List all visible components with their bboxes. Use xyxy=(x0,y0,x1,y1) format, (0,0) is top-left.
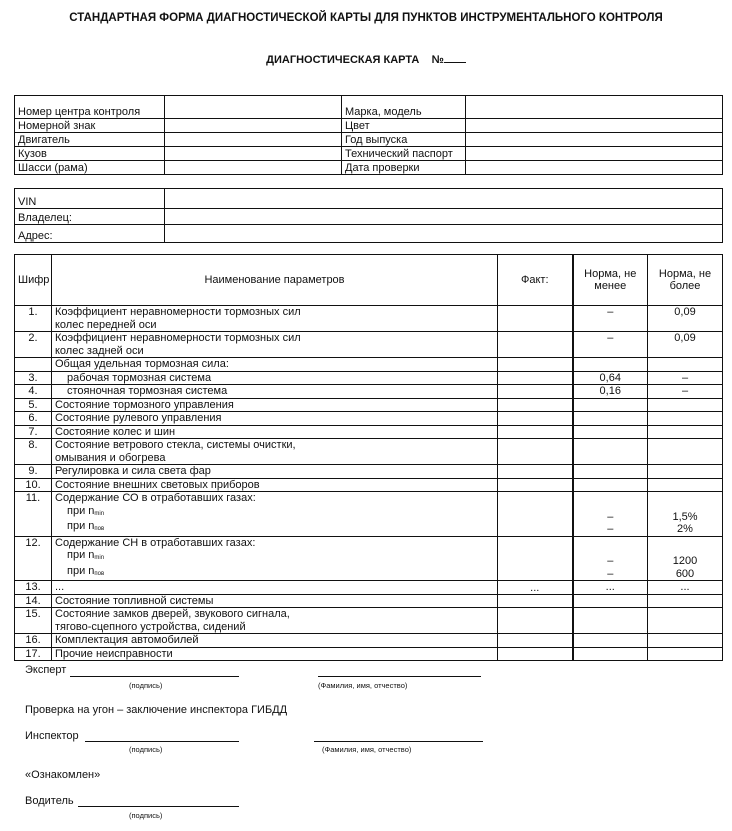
driver-signature-line[interactable] xyxy=(78,806,239,807)
row-sub-line xyxy=(55,549,494,565)
row-fact[interactable] xyxy=(498,358,573,372)
row-name-line: колес передней оси xyxy=(55,318,157,331)
table-row xyxy=(15,647,723,661)
info-left-label: Кузов xyxy=(15,147,165,161)
row-min xyxy=(573,398,648,412)
row-min xyxy=(573,439,648,465)
row-min: – xyxy=(573,306,648,332)
info-right-value[interactable] xyxy=(466,147,723,161)
row-max xyxy=(648,398,723,412)
info-row xyxy=(15,133,723,147)
header-max: Норма, не более xyxy=(648,255,723,306)
row-name xyxy=(52,358,498,372)
row-code: 7. xyxy=(15,425,52,439)
inspector-name-caption: (Фамилия, имя, отчество) xyxy=(322,745,412,754)
info-right-label: Марка, модель xyxy=(342,96,466,119)
info-left-label: Номер центра контроля xyxy=(15,96,165,119)
row-min: – xyxy=(573,332,648,358)
owner-field[interactable] xyxy=(165,209,723,225)
row-min xyxy=(573,465,648,479)
row-max xyxy=(648,465,723,479)
sub-prefix: при n xyxy=(67,520,95,532)
row-code: 15. xyxy=(15,608,52,634)
row-name xyxy=(52,634,498,648)
row-name-line: Общая удельная тормозная сила: xyxy=(55,358,229,370)
table-row xyxy=(15,594,723,608)
owner-table xyxy=(14,188,723,243)
sub-index: min xyxy=(94,555,105,561)
sub-index: пов xyxy=(94,526,105,532)
row-min xyxy=(573,608,648,634)
row-fact[interactable] xyxy=(498,536,573,581)
row-name xyxy=(52,398,498,412)
row-name xyxy=(52,371,498,385)
row-max xyxy=(648,358,723,372)
row-max xyxy=(648,594,723,608)
info-left-label: Двигатель xyxy=(15,133,165,147)
row-code: 14. xyxy=(15,594,52,608)
info-right-label: Цвет xyxy=(342,119,466,133)
info-right-label: Технический паспорт xyxy=(342,147,466,161)
row-min-value: – xyxy=(607,510,614,523)
header-code: Шифр xyxy=(15,255,52,306)
table-row xyxy=(15,306,723,332)
row-name xyxy=(52,647,498,661)
row-name xyxy=(52,412,498,426)
row-fact[interactable] xyxy=(498,594,573,608)
table-row xyxy=(15,581,723,595)
row-name xyxy=(52,478,498,492)
row-code: 12. xyxy=(15,536,52,581)
row-fact[interactable] xyxy=(498,306,573,332)
table-row xyxy=(15,385,723,399)
table-row xyxy=(15,412,723,426)
row-sub-line xyxy=(55,520,494,536)
row-max: ... xyxy=(648,581,723,595)
row-min xyxy=(573,358,648,372)
card-label: ДИАГНОСТИЧЕСКАЯ КАРТА xyxy=(266,54,420,66)
row-min xyxy=(573,594,648,608)
row-name-line: Состояние тормозного управления xyxy=(55,398,234,411)
row-fact[interactable] xyxy=(498,608,573,634)
info-right-label: Дата проверки xyxy=(342,161,466,175)
inspector-label: Инспектор xyxy=(25,730,79,742)
row-max xyxy=(648,425,723,439)
row-code xyxy=(15,358,52,372)
row-name xyxy=(52,439,498,465)
row-name-line: ... xyxy=(55,581,65,593)
expert-name-caption: (Фамилия, имя, отчество) xyxy=(318,681,408,690)
row-name xyxy=(52,306,498,332)
row-max: 0,09 xyxy=(648,306,723,332)
row-name-line: рабочая тормозная система xyxy=(67,371,212,384)
table-row xyxy=(15,332,723,358)
info-right-value[interactable] xyxy=(466,161,723,175)
sub-prefix: при n xyxy=(67,564,95,577)
row-min xyxy=(573,425,648,439)
inspector-signature-line[interactable] xyxy=(85,741,239,742)
row-code: 5. xyxy=(15,398,52,412)
row-sub-line xyxy=(55,565,494,581)
row-name xyxy=(52,608,498,634)
row-name xyxy=(52,465,498,479)
row-max: – xyxy=(648,385,723,399)
row-name-line: Состояние ветрового стекла, системы очистки, xyxy=(55,439,296,451)
row-max xyxy=(648,536,723,581)
row-name xyxy=(52,581,498,595)
table-row xyxy=(15,439,723,465)
parameters-table xyxy=(14,254,723,661)
row-min xyxy=(573,536,648,581)
card-number-label: № xyxy=(431,54,444,66)
row-name-line: Содержание СН в отработавших газах: xyxy=(55,536,256,549)
row-max xyxy=(648,608,723,634)
row-min-value: – xyxy=(607,523,614,535)
row-code: 2. xyxy=(15,332,52,358)
table-row xyxy=(15,478,723,492)
address-label: Адрес: xyxy=(15,225,165,243)
table-row xyxy=(15,371,723,385)
info-right-value[interactable] xyxy=(466,133,723,147)
sub-index: min xyxy=(94,510,105,517)
table-row xyxy=(15,358,723,372)
row-code: 16. xyxy=(15,634,52,648)
row-fact[interactable] xyxy=(498,371,573,385)
row-min xyxy=(573,492,648,537)
row-name-line: Прочие неисправности xyxy=(55,647,173,660)
row-fact[interactable] xyxy=(498,492,573,537)
row-code: 11. xyxy=(15,492,52,537)
inspector-name-line[interactable] xyxy=(314,741,483,742)
row-code: 6. xyxy=(15,412,52,426)
row-fact[interactable] xyxy=(498,412,573,426)
row-fact[interactable] xyxy=(498,647,573,661)
table-row xyxy=(15,608,723,634)
row-fact[interactable] xyxy=(498,478,573,492)
row-min xyxy=(573,647,648,661)
row-code: 4. xyxy=(15,385,52,399)
acknowledged-label: «Ознакомлен» xyxy=(25,769,101,781)
row-name-line: Регулировка и сила света фар xyxy=(55,465,211,477)
row-fact[interactable] xyxy=(498,398,573,412)
vin-label: VIN xyxy=(15,189,165,209)
row-name-line: Коэффициент неравномерности тормозных сил xyxy=(55,306,301,318)
row-max-value: 1200 xyxy=(672,555,698,567)
row-code: 10. xyxy=(15,478,52,492)
row-name-line: Содержание СО в отработавших газах: xyxy=(55,492,256,504)
row-max: – xyxy=(648,371,723,385)
row-min xyxy=(573,412,648,426)
row-max xyxy=(648,478,723,492)
row-fact[interactable]: ... xyxy=(498,581,573,595)
row-min-value: – xyxy=(607,567,614,580)
info-left-value[interactable] xyxy=(165,161,342,175)
row-fact[interactable] xyxy=(498,425,573,439)
table-row xyxy=(15,398,723,412)
table-row xyxy=(15,536,723,581)
info-row xyxy=(15,119,723,133)
table-row xyxy=(15,634,723,648)
row-name-line: Состояние топливной системы xyxy=(55,594,214,607)
info-left-value[interactable] xyxy=(165,133,342,147)
row-name xyxy=(52,594,498,608)
row-name-line: Состояние рулевого управления xyxy=(55,412,222,424)
info-right-value[interactable] xyxy=(466,96,723,119)
card-number-field[interactable] xyxy=(444,53,466,63)
expert-label: Эксперт xyxy=(25,664,67,676)
row-max xyxy=(648,492,723,537)
row-fact[interactable] xyxy=(498,634,573,648)
info-left-label: Шасси (рама) xyxy=(15,161,165,175)
row-fact[interactable] xyxy=(498,332,573,358)
row-min: 0,64 xyxy=(573,371,648,385)
info-row xyxy=(15,96,723,119)
row-name-line: омывания и обогрева xyxy=(55,451,166,464)
row-name-line: колес задней оси xyxy=(55,344,144,357)
row-code: 17. xyxy=(15,647,52,661)
vehicle-info-table xyxy=(14,95,723,175)
table-row xyxy=(15,492,723,537)
row-fact[interactable] xyxy=(498,439,573,465)
row-min: 0,16 xyxy=(573,385,648,399)
info-row xyxy=(15,147,723,161)
info-left-value[interactable] xyxy=(165,119,342,133)
row-max-value: 2% xyxy=(677,523,693,535)
row-max xyxy=(648,647,723,661)
theft-check-label: Проверка на угон – заключение инспектора ГИБДД xyxy=(25,704,288,716)
row-fact[interactable] xyxy=(498,465,573,479)
row-max: 0,09 xyxy=(648,332,723,358)
row-min: ... xyxy=(573,581,648,595)
row-max-value: 600 xyxy=(675,567,695,580)
row-max xyxy=(648,634,723,648)
row-code: 13. xyxy=(15,581,52,595)
row-name-line: стояночная тормозная система xyxy=(67,385,228,397)
row-name-line: Состояние внешних световых приборов xyxy=(55,478,260,491)
vin-field[interactable] xyxy=(165,189,723,209)
driver-label: Водитель xyxy=(25,795,74,807)
row-name-line: Комплектация автомобилей xyxy=(55,634,199,646)
row-name-line: Состояние замков дверей, звукового сигнала, xyxy=(55,608,290,620)
address-field[interactable] xyxy=(165,225,723,243)
table-row xyxy=(15,465,723,479)
info-row xyxy=(15,161,723,175)
header-name: Наименование параметров xyxy=(52,255,498,306)
expert-signature-caption: (подпись) xyxy=(129,681,163,690)
row-name-line: Состояние колес и шин xyxy=(55,425,176,438)
row-code: 9. xyxy=(15,465,52,479)
row-max xyxy=(648,439,723,465)
card-heading xyxy=(0,53,732,66)
row-name-line: тягово-сцепного устройства, сидений xyxy=(55,620,246,633)
info-left-value[interactable] xyxy=(165,96,342,119)
row-name xyxy=(52,385,498,399)
row-name xyxy=(52,332,498,358)
sub-index: пов xyxy=(94,570,105,577)
row-min-value: – xyxy=(607,555,614,567)
expert-signature-line[interactable] xyxy=(70,676,239,677)
info-right-value[interactable] xyxy=(466,119,723,133)
expert-name-line[interactable] xyxy=(318,676,481,677)
row-name xyxy=(52,492,498,537)
info-left-label: Номерной знак xyxy=(15,119,165,133)
header-fact: Факт: xyxy=(498,255,573,306)
sub-prefix: при n xyxy=(67,504,95,517)
inspector-signature-caption: (подпись) xyxy=(129,745,163,754)
row-name xyxy=(52,536,498,581)
table-row xyxy=(15,425,723,439)
owner-label: Владелец: xyxy=(15,209,165,225)
row-name-line: Коэффициент неравномерности тормозных сил xyxy=(55,332,301,344)
sub-prefix: при n xyxy=(67,549,95,561)
info-left-value[interactable] xyxy=(165,147,342,161)
row-code: 8. xyxy=(15,439,52,465)
row-max xyxy=(648,412,723,426)
row-name xyxy=(52,425,498,439)
row-sub-line xyxy=(55,505,494,521)
info-right-label: Год выпуска xyxy=(342,133,466,147)
row-code: 3. xyxy=(15,371,52,385)
row-min xyxy=(573,634,648,648)
row-fact[interactable] xyxy=(498,385,573,399)
header-min: Норма, не менее xyxy=(573,255,648,306)
form-title: СТАНДАРТНАЯ ФОРМА ДИАГНОСТИЧЕСКОЙ КАРТЫ ДЛЯ ПУНКТОВ ИНСТРУМЕНТАЛЬНОГО КОНТРОЛЯ xyxy=(69,12,663,24)
row-code: 1. xyxy=(15,306,52,332)
driver-signature-caption: (подпись) xyxy=(129,811,163,820)
row-min xyxy=(573,478,648,492)
row-max-value: 1,5% xyxy=(672,510,698,523)
